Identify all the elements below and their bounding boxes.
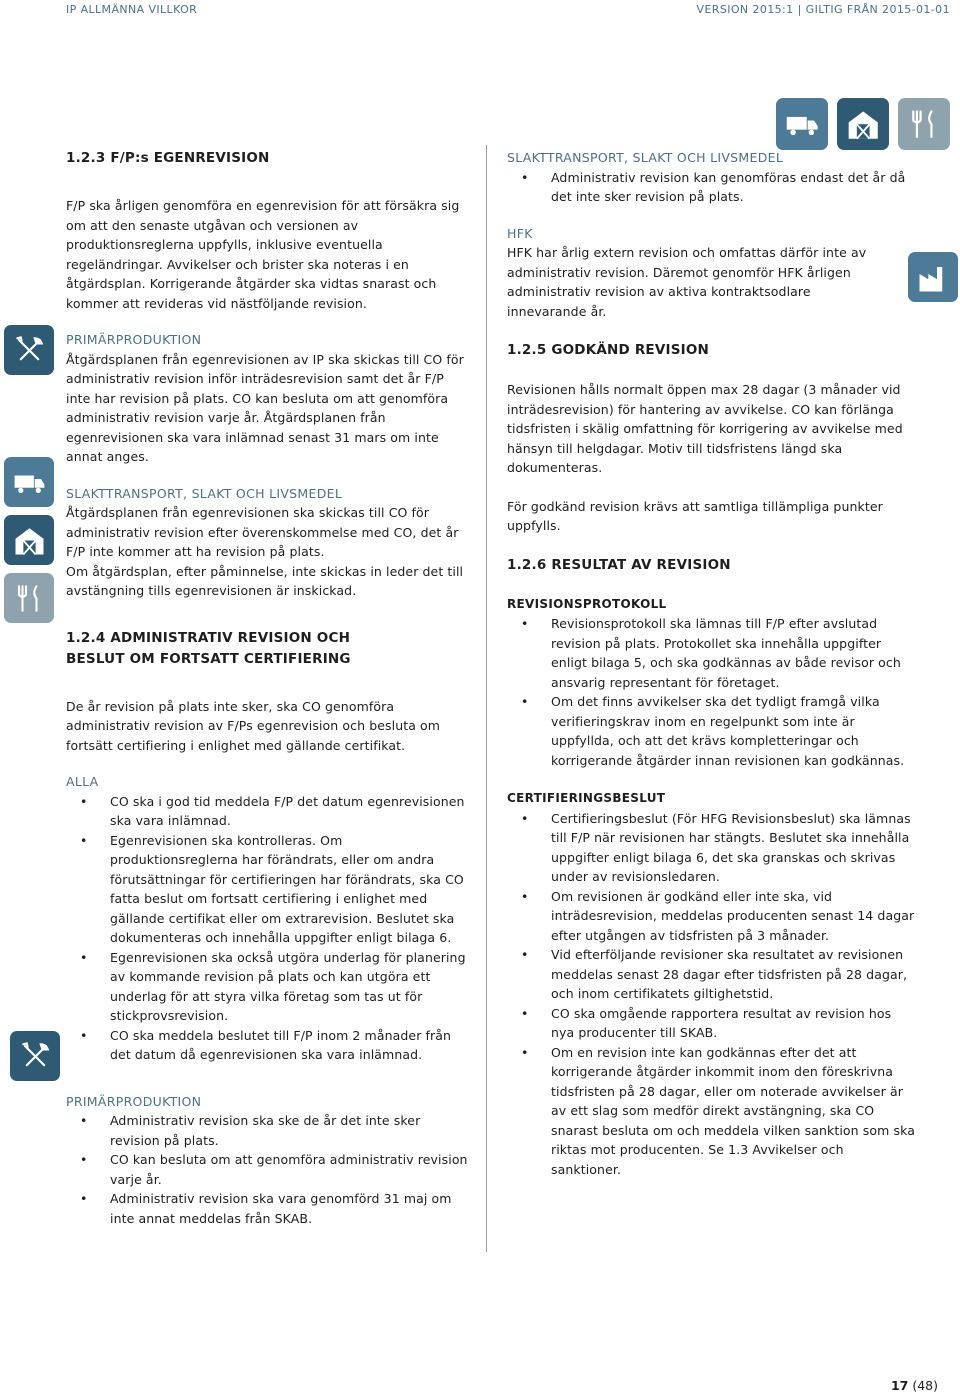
list-item: • Administrativ revision ska ske de år det inte sker revision på plats.: [66, 1111, 472, 1150]
slakt-list: [507, 168, 917, 207]
version-label: VERSION 2015:1: [696, 3, 794, 16]
crop-tools-icon: [4, 325, 54, 375]
header-separator: |: [797, 3, 802, 16]
valid-from-label: GILTIG FRÅN 2015-01-01: [805, 3, 950, 16]
list-item: • CO ska meddela beslutet till F/P inom 2 månader från det datum då egenrevisionen ska vara inlämnad.: [66, 1026, 472, 1065]
cutlery-icon: [4, 573, 54, 623]
list-item: • Om det finns avvikelser ska det tydligt framgå vilka verifieringskrav inom en regelpunkt som inte är uppfyllda, och att det krävs kompletteringar och korrigerande åtgärder innan revisionen kan godkännas.: [507, 692, 917, 770]
list-item: • Egenrevisionen ska kontrolleras. Om produktionsreglerna har förändrats, eller om andra förutsättningar för certifieringen har förändrats, ska CO fatta beslut om fortsatt certifiering i enlighet med gällande certifikat eller om extrarevision. Beslutet ska dokumenteras och innehålla uppgifter enligt bilaga 6.: [66, 831, 472, 948]
hfk-text: HFK har årlig extern revision och omfattas därför inte av administrativ revision. Däremot genomför HFK årligen administrativ revision av aktiva kontraktsodlare innevarande år.: [507, 245, 867, 319]
section-1-2-5-title: 1.2.5 GODKÄND REVISION: [507, 342, 710, 358]
slakt-text-1: Åtgärdsplanen från egenrevisionen ska skickas till CO för administrativ revision efter överenskommelse med CO, det år F/P inte kommer att ha revision på plats.: [66, 505, 459, 559]
truck-icon-top: [776, 98, 828, 150]
section-1-2-4-title-line-2: BESLUT OM FORTSATT CERTIFIERING: [66, 650, 351, 667]
section-1-2-3-title: 1.2.3 F/P:s EGENREVISION: [66, 150, 270, 166]
revisionsprotokoll-label: REVISIONSPROTOKOLL: [507, 596, 667, 611]
alla-list: [66, 792, 472, 1065]
section-1-2-4-text: De år revision på plats inte sker, ska CO genomföra administrativ revision av F/Ps egenrevision och besluta om fortsätt certifiering i enlighet med gällande certifikat.: [66, 698, 441, 753]
list-item: • CO ska omgående rapportera resultat av revision hos nya producenter till SKAB.: [507, 1004, 917, 1043]
certifieringsbeslut-label: CERTIFIERINGSBESLUT: [507, 791, 666, 805]
list-item: • Om revisionen är godkänd eller inte ska, vid inträdesrevision, meddelas producenten senast 14 dagar efter utgången av tidsfristen på 3 månader.: [507, 887, 917, 946]
slakt-label-right: SLAKTTRANSPORT, SLAKT OCH LIVSMEDEL: [507, 150, 784, 165]
section-1-2-3-text: F/P ska årligen genomföra en egenrevision för att försäkra sig om att den senaste utgåvan och versionen av produktionsreglerna uppfylls, inklusive eventuella regeländringar. Avvikelser och brister ska noteras i en åtgärdsplan. Korrigerande åtgärder ska vidtas snarast och kommer att revideras vid nästföljande revision.: [66, 198, 460, 311]
section-1-2-4-title: [66, 628, 472, 670]
section-1-2-4-title-line-1: 1.2.4 ADMINISTRATIV REVISION OCH: [66, 629, 351, 646]
list-item: • CO kan besluta om att genomföra administrativ revision varje år.: [66, 1150, 472, 1189]
certifieringsbeslut-list: [507, 809, 917, 1180]
list-item: • Revisionsprotokoll ska lämnas till F/P efter avslutad revision på plats. Protokollet ska innehålla uppgifter enligt bilaga 5, och ska godkännas av både revisor och ansvarig representant för företaget.: [507, 614, 917, 692]
list-item: • Egenrevisionen ska också utgöra underlag för planering av kommande revision på plats och kan utgöra ett underlag för att styra vilka företag som tas ut för stickprovsrevision.: [66, 948, 472, 1026]
page-total: (48): [912, 1378, 938, 1393]
section-1-2-5-text-2: För godkänd revision krävs att samtliga tillämpliga punkter uppfylls.: [507, 498, 883, 533]
primarproduktion-list: [66, 1111, 472, 1228]
page-current: 17: [890, 1378, 909, 1393]
primarproduktion-label-2: PRIMÄRPRODUKTION: [66, 1093, 202, 1109]
list-item: • Administrativ revision ska vara genomförd 31 maj om inte annat meddelas från SKAB.: [66, 1189, 472, 1228]
alla-label: ALLA: [66, 774, 99, 789]
list-item: • Vid efterföljande revisioner ska resultatet av revisionen meddelas senast 28 dagar efter tidsfristen på 28 dagar, och inom certifikatets giltighetstid.: [507, 945, 917, 1004]
barn-icon-top: [837, 98, 889, 150]
list-item: • Om en revision inte kan godkännas efter det att korrigerande åtgärder inkommit inom den föreskrivna tidsfristen på 28 dagar, eller om noterade avvikelser är av ett slag som medför direkt avstängning, ska CO snarast besluta om och meddela vilken sanktion som ska riktas mot producenten. Se 1.3 Avvikelser och sanktioner.: [507, 1043, 917, 1180]
barn-icon: [4, 515, 54, 565]
left-column: [66, 148, 472, 1228]
slakt-text-2: Om åtgärdsplan, efter påminnelse, inte skickas in leder det till avstängning tills egenrevisionen är inskickad.: [66, 563, 464, 598]
truck-icon: [4, 457, 54, 507]
section-1-2-6-title: 1.2.6 RESULTAT AV REVISION: [507, 556, 731, 573]
revisionsprotokoll-list: [507, 614, 917, 770]
right-column: [507, 148, 917, 1179]
cutlery-icon-top: [898, 98, 950, 150]
page-number: [891, 1378, 938, 1393]
list-item: • Administrativ revision kan genomföras endast det år då det inte sker revision på plats.: [507, 168, 917, 207]
crop-tools-icon-2: [10, 1031, 60, 1081]
list-item: • CO ska i god tid meddela F/P det datum egenrevisionen ska vara inlämnad.: [66, 792, 472, 831]
primarproduktion-label: PRIMÄRPRODUKTION: [66, 332, 202, 347]
section-1-2-5-text-1: Revisionen hålls normalt öppen max 28 dagar (3 månader vid inträdesrevision) för hantering av avvikelse. CO kan förlänga tidsfristen i skälig omfattning för korrigering av avvikelse med hänsyn till helgdagar. Motiv till tidsfristens längd ska dokumenteras.: [507, 382, 903, 475]
column-divider: [486, 145, 487, 1252]
hfk-label: HFK: [507, 225, 533, 241]
document-header-title: IP ALLMÄNNA VILLKOR: [66, 3, 198, 16]
primarproduktion-text: Åtgärdsplanen från egenrevisionen av IP ska skickas till CO för administrativ revision inför inträdesrevision samt det år F/P inte har revision på plats. CO kan besluta om att genomföra administrativ revision varje år. Åtgärdsplanen från egenrevisionen ska vara inlämnad senast 31 mars om inte annat anges.: [66, 351, 464, 464]
document-header-version: [697, 3, 950, 16]
slakt-label: SLAKTTRANSPORT, SLAKT OCH LIVSMEDEL: [66, 485, 343, 501]
list-item: • Certifieringsbeslut (För HFG Revisionsbeslut) ska lämnas till F/P när revisionen har stängts. Beslutet ska innehålla uppgifter enligt bilaga 6, det ska granskas och skrivas under av revisionsledaren.: [507, 809, 917, 887]
